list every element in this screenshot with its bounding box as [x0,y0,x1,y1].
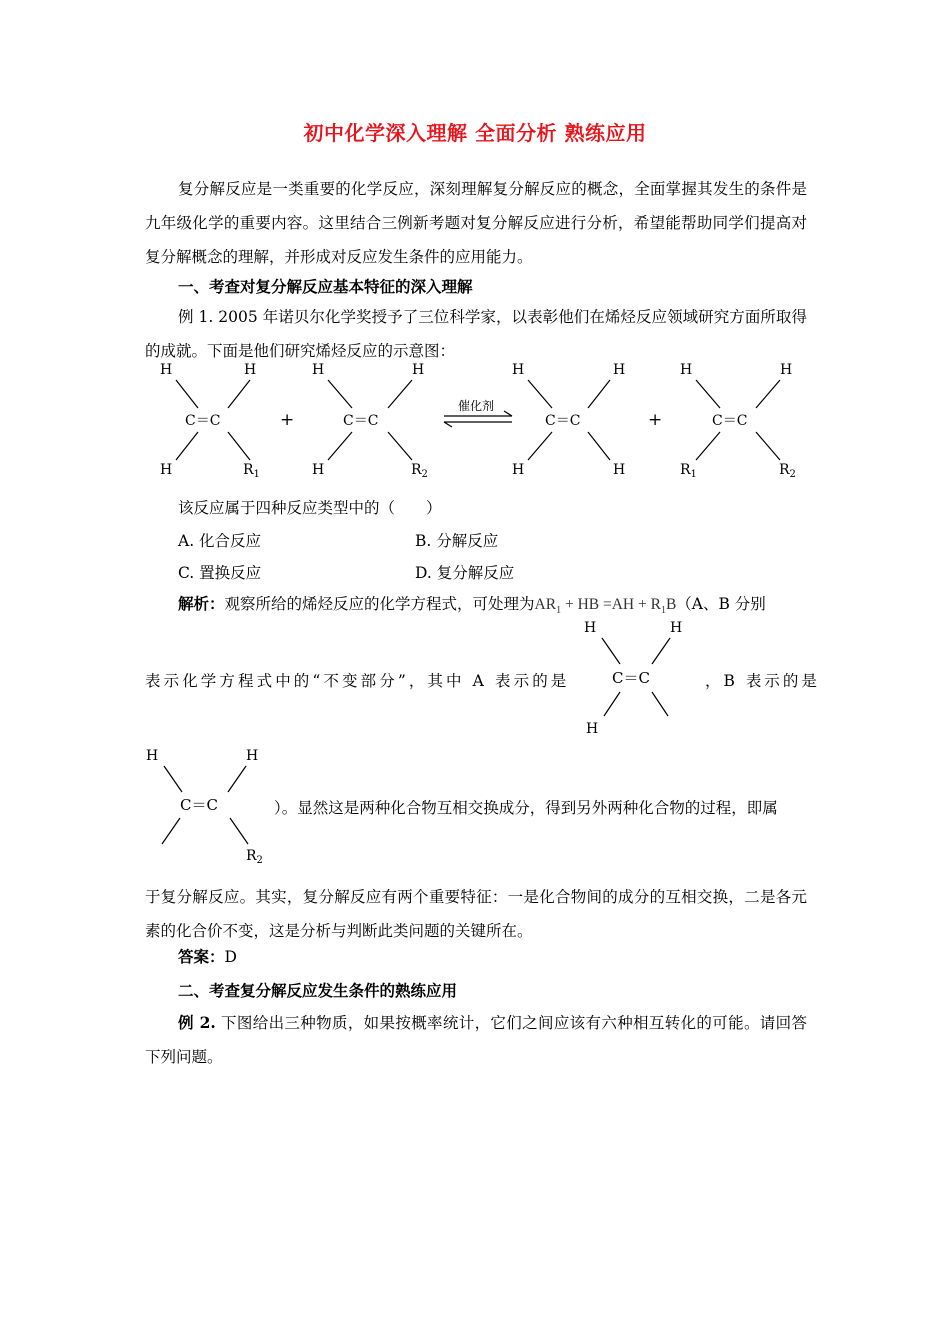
atom-h: H [670,620,683,636]
molecule-4 [680,362,796,480]
section1-heading: 一、考查对复分解反应基本特征的深入理解 [178,277,473,296]
atom-h: H [780,362,793,378]
atom-h: H [613,362,626,378]
svg-text:R2 [246,848,263,866]
molecule-1 [160,362,260,480]
analysis-line-2: 表示化学方程式中的“不变部分”，其中 A 表示的是 [145,672,570,690]
analysis-text: （A、B 分别 [676,595,766,613]
equation-subscript: 1 [660,605,666,617]
svg-text:R1 [680,462,697,480]
molecule-2 [312,362,428,480]
atom-h: H [584,620,597,636]
atom-h: H [586,721,599,737]
answer-value: D [224,948,237,966]
atom-h: H [160,462,173,478]
group-r-subscript: 2 [421,469,428,480]
cc-double-bond: C＝C [343,413,379,429]
group-r-subscript: 1 [253,469,260,480]
atom-h: H [146,748,159,764]
atom-h: H [312,462,325,478]
equilibrium-arrows [444,398,512,427]
atom-h: H [512,462,525,478]
option-a: A. 化合反应 [178,532,262,550]
svg-text:R1 [243,462,260,480]
cc-double-bond: C＝C [712,413,748,429]
analysis-text: 观察所给的烯烃反应的化学方程式，可处理为 [224,595,535,613]
atom-h: H [312,362,325,378]
answer-label: 答案： [178,947,225,966]
group-r: R [779,462,790,478]
svg-text:R2 [411,462,428,480]
atom-h: H [244,362,257,378]
molecule-3 [512,362,625,478]
group-r-subscript: 1 [690,469,697,480]
equation-part: AR [534,596,557,613]
equation [534,596,677,617]
group-r: R [680,462,691,478]
atom-h: H [680,362,693,378]
answer-line [178,946,237,968]
structure-b [140,740,274,868]
section2-heading: 二、考查复分解反应发生条件的熟练应用 [178,981,458,1000]
atom-h: H [512,362,525,378]
analysis-line-2-end: ，B 表示的是 [705,672,820,690]
example2-paragraph [145,1006,807,1074]
example2-text: 下图给出三种物质，如果按概率统计，它们之间应该有六种相互转化的可能。请回答下列问题。 [145,1014,808,1066]
plus-sign: + [648,410,663,430]
structure-a [578,616,698,740]
group-r: R [246,848,257,864]
olefin-metathesis-scheme [140,356,820,486]
example1-paragraph: 例 1. 2005 年诺贝尔化学奖授予了三位科学家，以表彰他们在烯烃反应领域研究方面所取得的成就。下面是他们研究烯烃反应的示意图： [145,308,807,360]
cc-double-bond: C＝C [180,796,218,814]
atom-h: H [613,462,626,478]
option-d: D. 复分解反应 [415,564,515,582]
group-r: R [243,462,254,478]
svg-text:R2 [779,462,796,480]
analysis-label: 解析： [178,594,225,613]
atom-h: H [412,362,425,378]
equation-part: B [665,596,677,613]
example2-label: 例 2. [178,1013,216,1032]
page-title: 初中化学深入理解 全面分析 熟练应用 [303,121,647,145]
atom-h: H [246,748,259,764]
cc-double-bond: C＝C [545,413,581,429]
group-r-subscript: 2 [256,855,263,866]
cc-double-bond: C＝C [612,669,650,687]
equation-part: + HB =AH + R [561,596,661,613]
intro-paragraph: 复分解反应是一类重要的化学反应，深刻理解复分解反应的概念，全面掌握其发生的条件是九年级化学的重要内容。这里结合三例新考题对复分解反应进行分析，希望能帮助同学们提高对复分解概念的理解，并形成对反应发生条件的应用能力。 [145,180,807,266]
plus-sign: + [280,410,295,430]
analysis-line-3: ）。显然这是两种化合物互相交换成分，得到另外两种化合物的过程，即属 [274,799,778,817]
group-r-subscript: 2 [789,469,796,480]
analysis-line-4: 于复分解反应。其实，复分解反应有两个重要特征：一是化合物间的成分的互相交换，二是各元素的化合价不变，这是分析与判断此类问题的关键所在。 [145,888,807,940]
atom-h: H [160,362,173,378]
option-b: B. 分解反应 [415,532,499,550]
question-stem: 该反应属于四种反应类型中的（ ） [178,499,442,517]
equation-subscript: 1 [556,605,562,617]
catalyst-label: 催化剂 [458,399,495,413]
option-c: C. 置换反应 [178,564,262,582]
group-r: R [411,462,422,478]
cc-double-bond: C＝C [185,413,221,429]
